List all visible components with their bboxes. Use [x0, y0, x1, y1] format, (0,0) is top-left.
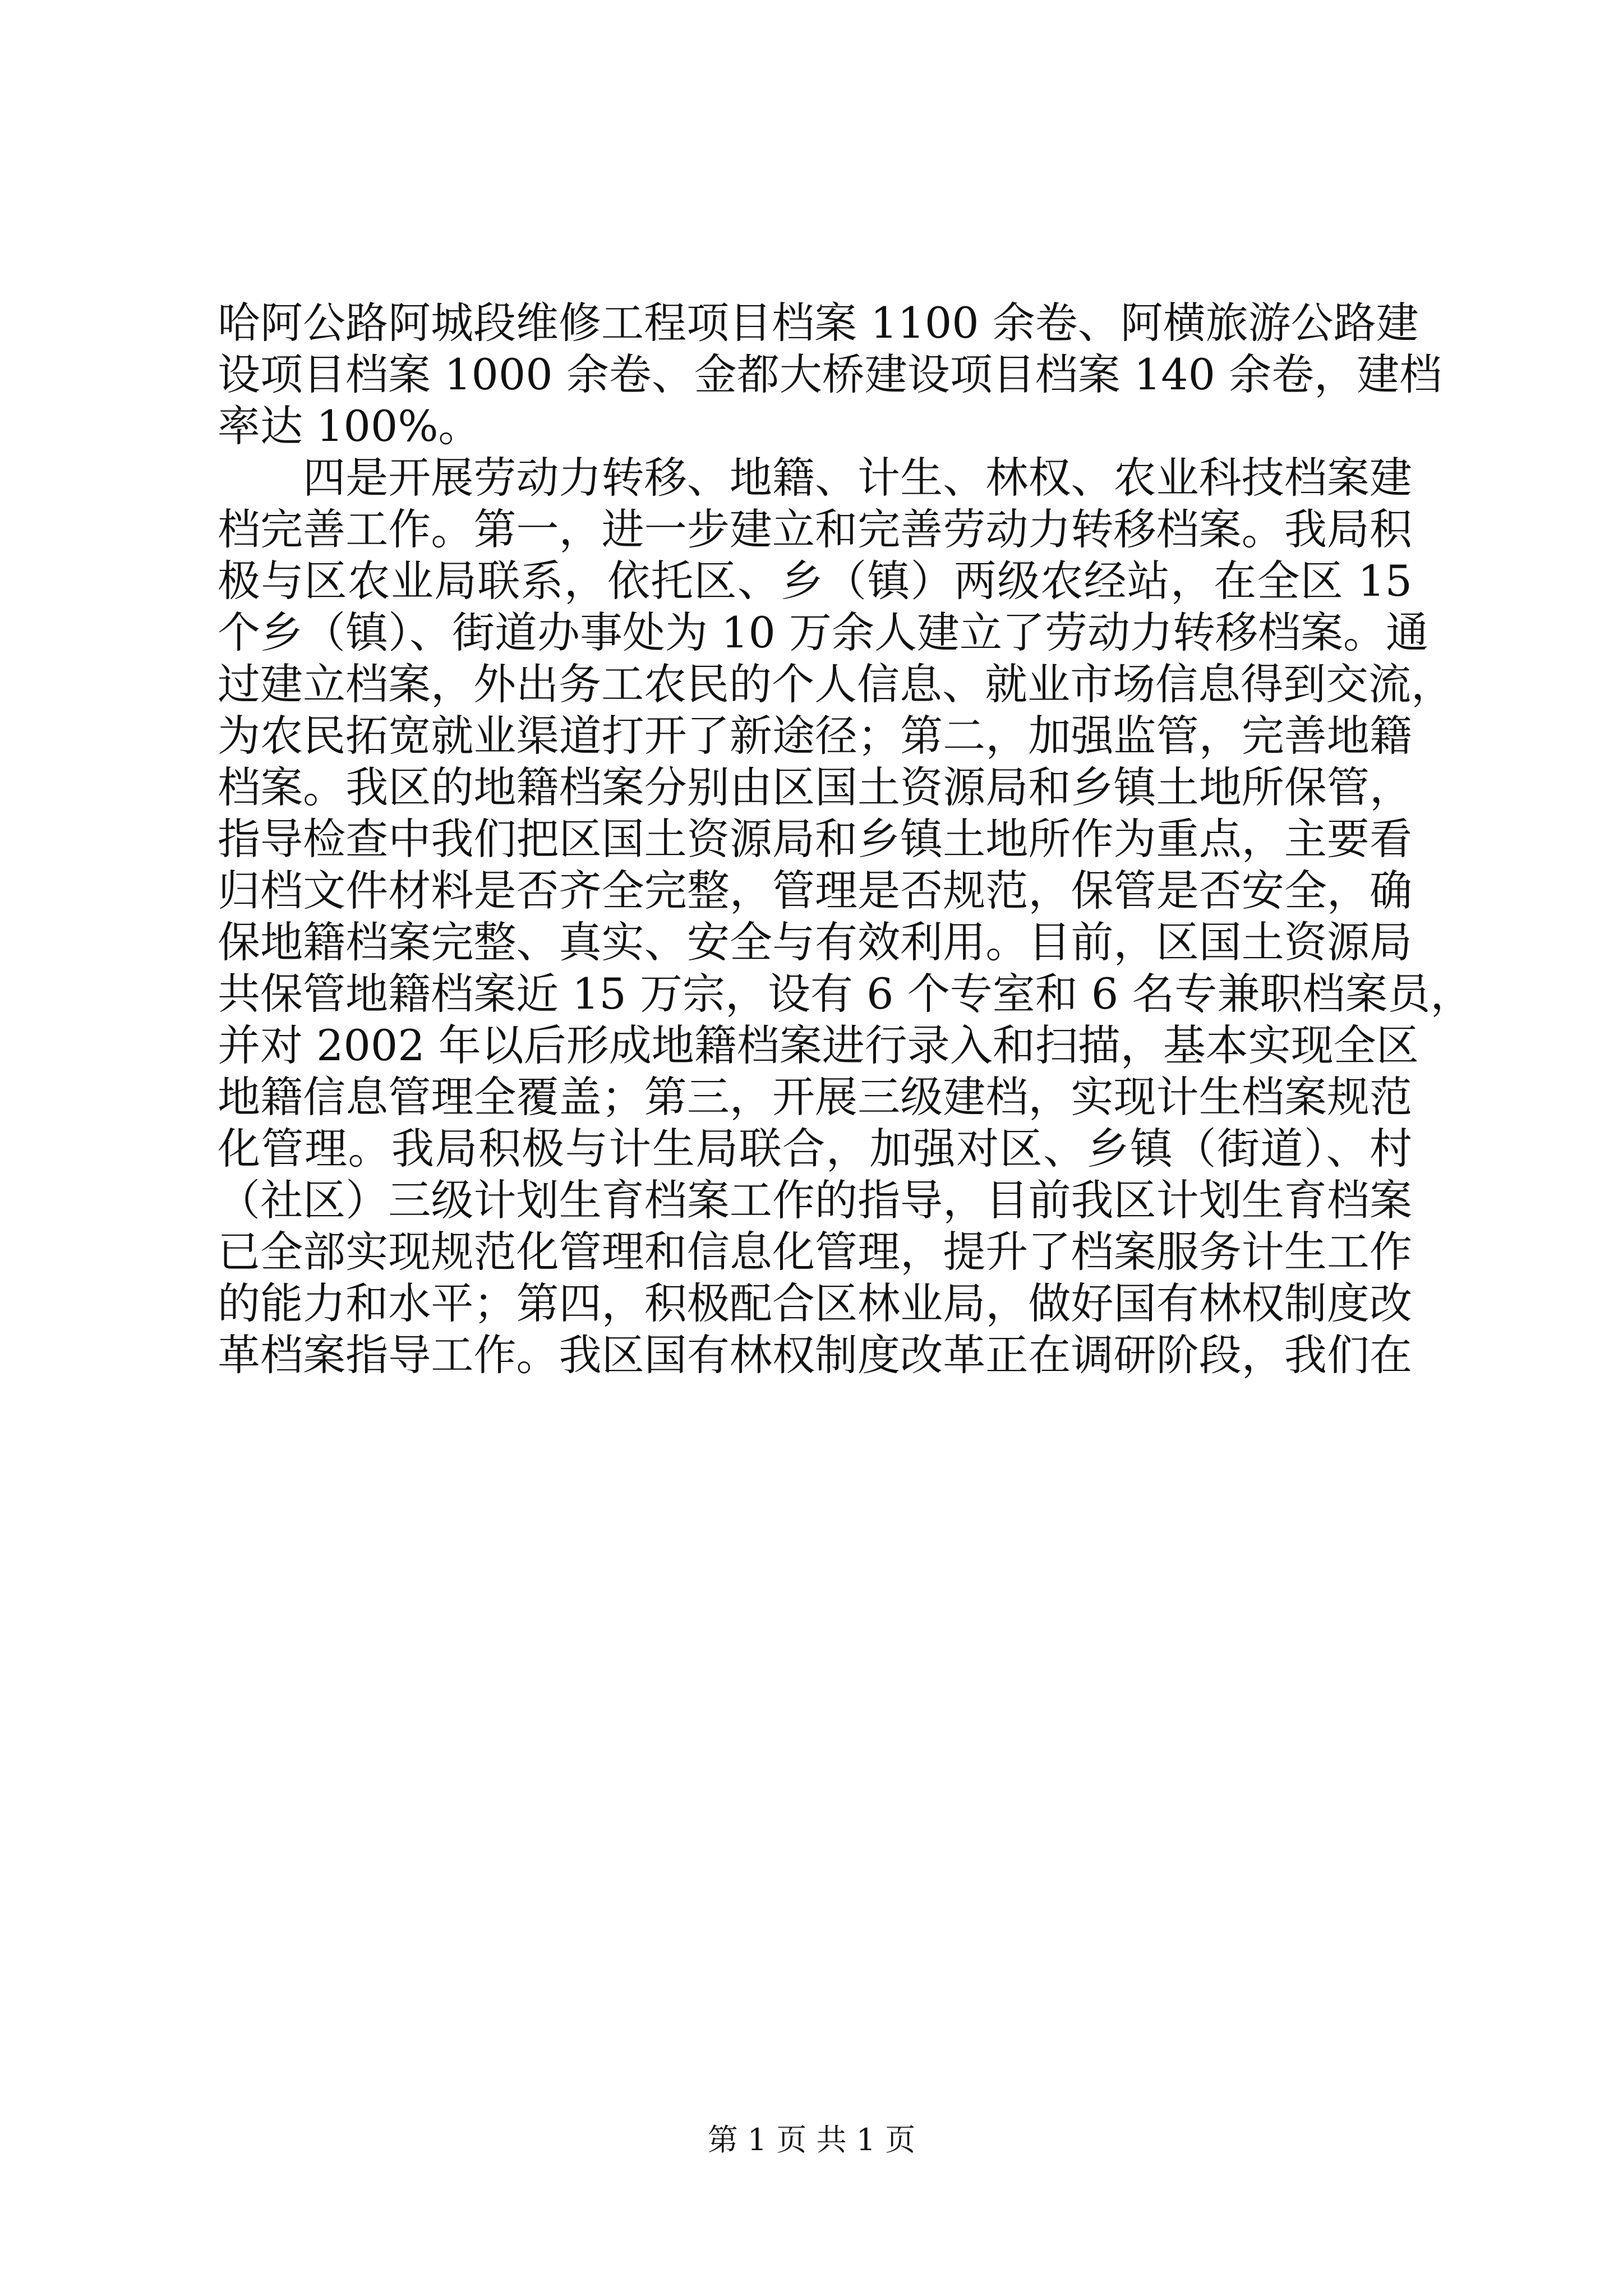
page-number: 第 1 页 共 1 页	[707, 2122, 916, 2157]
text-line: 档案。我区的地籍档案分别由区国土资源局和乡镇土地所保管，	[218, 762, 1412, 812]
text-line: 率达 100%。	[218, 401, 481, 451]
text-line: 指导检查中我们把区国土资源局和乡镇土地所作为重点，主要看	[218, 814, 1412, 864]
text-line: 为农民拓宽就业渠道打开了新途径；第二，加强监管，完善地籍	[218, 711, 1412, 761]
text-line: 地籍信息管理全覆盖；第三，开展三级建档，实现计生档案规范	[218, 1072, 1412, 1122]
paragraph-2	[218, 452, 1473, 1381]
body-text	[218, 297, 1473, 1381]
text-line: （社区）三级计划生育档案工作的指导，目前我区计划生育档案	[218, 1175, 1412, 1225]
text-line: 的能力和水平；第四，积极配合区林业局，做好国有林权制度改	[218, 1278, 1412, 1328]
text-line: 极与区农业局联系，依托区、乡（镇）两级农经站，在全区 15	[218, 556, 1412, 606]
text-line: 并对 2002 年以后形成地籍档案进行录入和扫描，基本实现全区	[218, 1020, 1419, 1070]
text-line: 档完善工作。第一，进一步建立和完善劳动力转移档案。我局积	[218, 504, 1412, 554]
text-line: 四是开展劳动力转移、地籍、计生、林权、农业科技档案建	[303, 453, 1412, 503]
text-line: 革档案指导工作。我区国有林权制度改革正在调研阶段，我们在	[218, 1330, 1412, 1380]
text-line: 设项目档案 1000 余卷、金都大桥建设项目档案 140 余卷，建档	[218, 349, 1442, 399]
text-line: 哈阿公路阿城段维修工程项目档案 1100 余卷、阿横旅游公路建	[218, 298, 1419, 348]
page-footer	[0, 2120, 1623, 2160]
text-line: 过建立档案，外出务工农民的个人信息、就业市场信息得到交流，	[218, 659, 1454, 709]
text-line: 保地籍档案完整、真实、安全与有效利用。目前，区国土资源局	[218, 917, 1412, 967]
text-line: 化管理。我局积极与计生局联合，加强对区、乡镇（街道）、村	[218, 1124, 1412, 1174]
text-line: 个乡（镇）、街道办事处为 10 万余人建立了劳动力转移档案。通	[218, 608, 1429, 657]
text-line: 归档文件材料是否齐全完整，管理是否规范，保管是否安全，确	[218, 866, 1412, 915]
paragraph-1	[218, 297, 1442, 452]
text-line: 共保管地籍档案近 15 万宗，设有 6 个专室和 6 名专兼职档案员，	[218, 969, 1473, 1019]
text-line: 已全部实现规范化管理和信息化管理，提升了档案服务计生工作	[218, 1227, 1412, 1277]
